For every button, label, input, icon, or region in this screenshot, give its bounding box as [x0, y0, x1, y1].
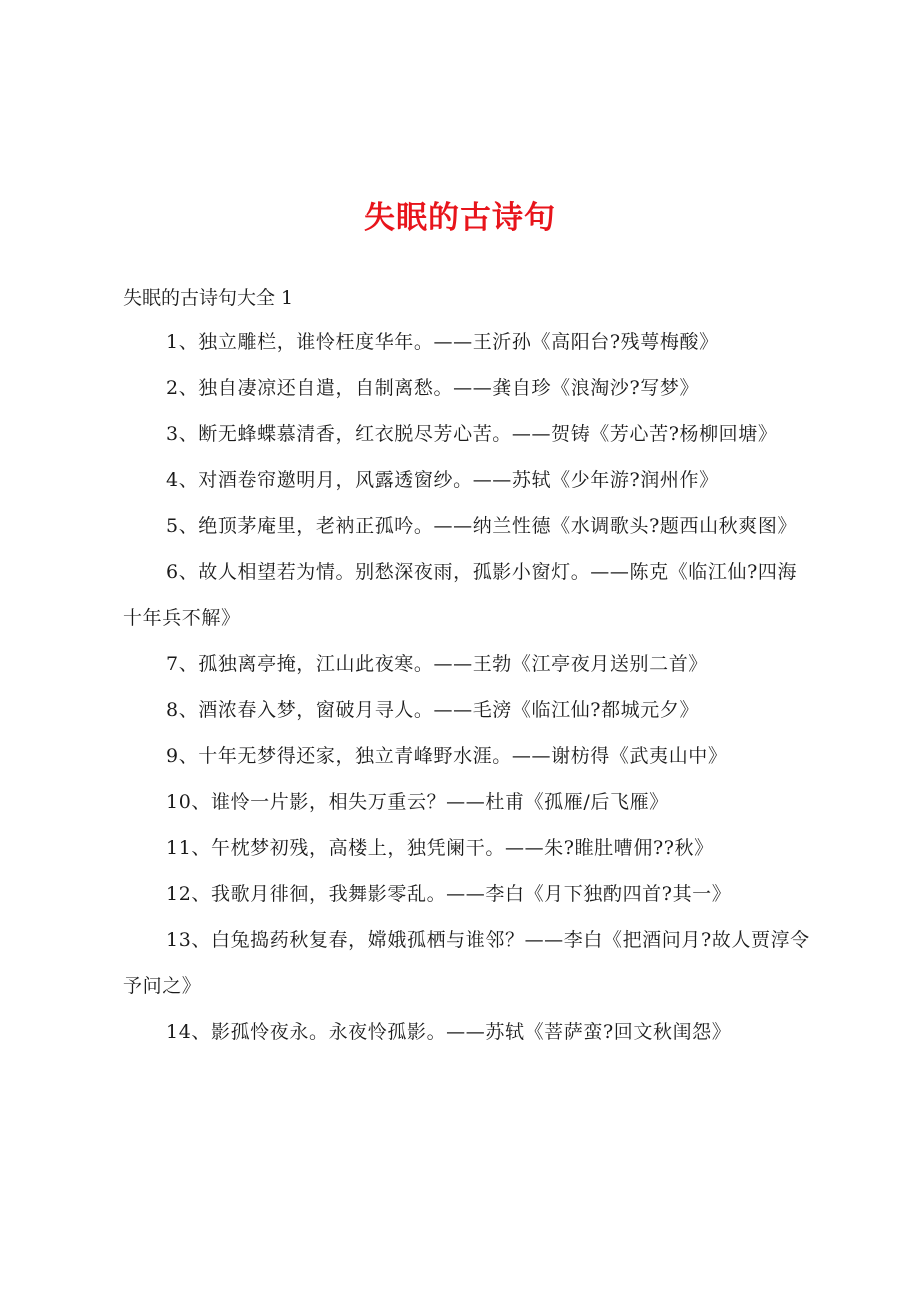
- list-item: 4、对酒卷帘邀明月，风露透窗纱。——苏轼《少年游?润州作》: [166, 469, 719, 491]
- list-item: 11、午枕梦初残，高楼上，独凭阑干。——朱?睢肚嘈佣??秋》: [166, 837, 714, 859]
- list-item: 1、独立雕栏，谁怜枉度华年。——王沂孙《高阳台?残萼梅酸》: [166, 331, 719, 353]
- section-heading: 失眠的古诗句大全 1: [123, 287, 294, 309]
- list-item: 13、白兔捣药秋复春，嫦娥孤栖与谁邻？——李白《把酒问月?故人贾淳令予问之》: [123, 929, 810, 997]
- list-item: 6、故人相望若为情。别愁深夜雨，孤影小窗灯。——陈克《临江仙?四海十年兵不解》: [123, 561, 798, 629]
- list-item: 2、独自凄凉还自遣，自制离愁。——龚自珍《浪淘沙?写梦》: [166, 377, 700, 399]
- list-item: 12、我歌月徘徊，我舞影零乱。——李白《月下独酌四首?其一》: [166, 883, 732, 905]
- list-item: 14、影孤怜夜永。永夜怜孤影。——苏轼《菩萨蛮?回文秋闺怨》: [166, 1021, 732, 1043]
- list-item: 5、绝顶茅庵里，老衲正孤吟。——纳兰性德《水调歌头?题西山秋爽图》: [166, 515, 798, 537]
- poem-list: [123, 327, 813, 1063]
- list-item: 8、酒浓春入梦，窗破月寻人。——毛滂《临江仙?都城元夕》: [166, 699, 700, 721]
- list-item: 7、孤独离亭掩，江山此夜寒。——王勃《江亭夜月送别二首》: [166, 653, 708, 675]
- list-item: 10、谁怜一片影，相失万重云？——杜甫《孤雁/后飞雁》: [166, 791, 669, 813]
- page-title: 失眠的古诗句: [364, 200, 556, 236]
- list-item: 9、十年无梦得还家，独立青峰野水涯。——谢枋得《武夷山中》: [166, 745, 728, 767]
- list-item: 3、断无蜂蝶慕清香，红衣脱尽芳心苦。——贺铸《芳心苦?杨柳回塘》: [166, 423, 778, 445]
